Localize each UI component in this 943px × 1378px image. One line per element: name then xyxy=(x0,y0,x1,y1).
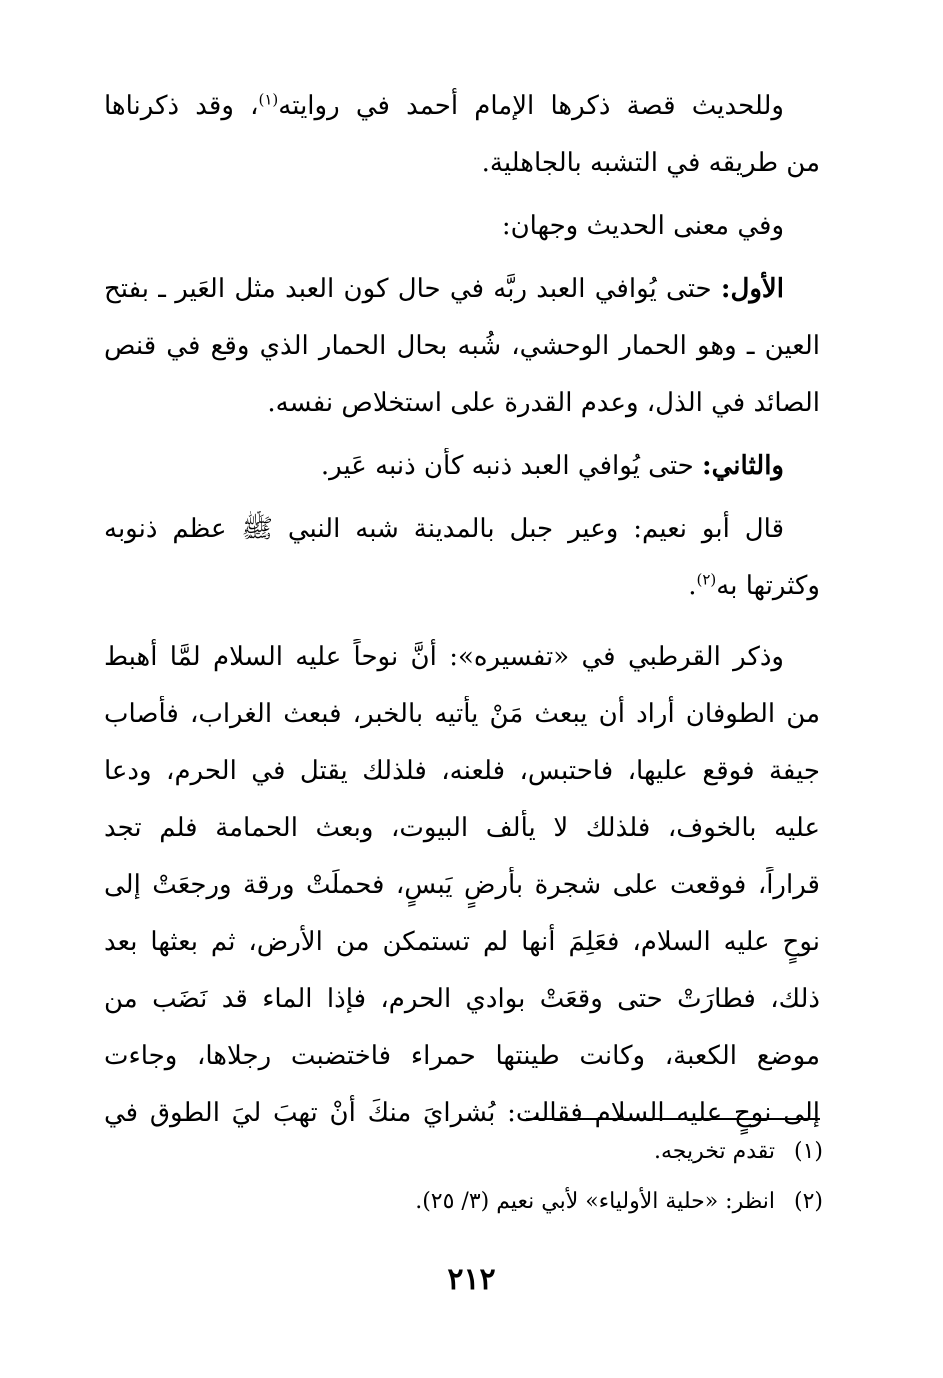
footnote-number: (١) xyxy=(793,1139,823,1164)
text-line: وذكر القرطبي في «تفسيره»: أنَّ نوحاً عليه السلام لمَّا أُهبط xyxy=(104,642,784,672)
text-line xyxy=(104,448,820,505)
text-line: العين ـ وهو الحمار الوحشي، شُبه بحال الحمار الذي وقع في قنص xyxy=(104,331,820,361)
text-segment: وللحديث قصة ذكرها الإمام أحمد في روايته xyxy=(278,91,784,121)
text-line: الصائد في الذل، وعدم القدرة على استخلاص نفسه. xyxy=(267,388,820,418)
text-segment: حتى يُوافي العبد ربَّه في حال كون العبد مثل العَير ـ بفتح xyxy=(104,274,712,304)
footnote-text: تقدم تخريجه. xyxy=(654,1139,775,1164)
footnote-item xyxy=(223,1188,823,1238)
text-line: موضع الكعبة، وكانت طينتها حمراء فاختضبت رجلاها، وجاءت xyxy=(104,1041,820,1071)
page-number: ٢١٢ xyxy=(447,1262,496,1297)
text-line: وفي معنى الحديث وجهان: xyxy=(501,211,784,241)
footnote-text: انظر: «حلية الأولياء» لأبي نعيم (٣/ ٢٥). xyxy=(415,1189,775,1214)
text-segment: . xyxy=(688,571,697,601)
footnote-number: (٢) xyxy=(793,1189,823,1214)
heading-label-second: والثاني: xyxy=(702,451,784,481)
footnote-divider xyxy=(526,1118,820,1120)
text-line xyxy=(104,271,820,328)
text-segment: حتى يُوافي العبد ذنبه كأن ذنبه عَير. xyxy=(320,451,694,481)
footnote-ref: (١) xyxy=(258,90,279,109)
text-line: نوحٍ عليه السلام، فعَلِمَ أنها لم تستمكن من الأرض، ثم بعثها بعد xyxy=(104,927,820,957)
text-line: جيفة فوقع عليها، فاحتبس، فلعنه، فلذلك يقتل في الحرم، ودعا xyxy=(104,756,820,786)
text-line xyxy=(104,88,820,145)
text-segment: ، وقد ذكرناها xyxy=(104,91,259,121)
heading-label-first: الأول: xyxy=(720,274,784,304)
text-line: عليه بالخوف، فلذلك لا يألف البيوت، وبعث الحمامة فلم تجد xyxy=(104,813,820,843)
text-line: قال أبو نعيم: وعير جبل بالمدينة شبه النبي ﷺ عظم ذنوبه xyxy=(104,514,784,544)
footnote-item xyxy=(223,1138,823,1188)
text-segment: وكثرتها به xyxy=(716,571,820,601)
text-line: إلى نوحٍ عليه السلام فقالت: بُشرايَ منكَ أنْ تهبَ ليَ الطوق في xyxy=(104,1098,820,1128)
text-line: من طريقه في التشبه بالجاهلية. xyxy=(481,148,820,178)
text-line: قراراً، فوقعت على شجرة بأرضٍ يَبسٍ، فحملَتْ ورقة ورجعَتْ إلى xyxy=(104,870,820,900)
text-line: ذلك، فطارَتْ حتى وقعَتْ بوادي الحرم، فإذا الماء قد نَضَب من xyxy=(104,984,820,1014)
text-line xyxy=(104,568,820,625)
page-body xyxy=(104,88,820,1152)
footnote-ref: (٢) xyxy=(696,570,717,589)
text-line: من الطوفان أراد أن يبعث مَنْ يأتيه بالخبر، فبعث الغراب، فأصاب xyxy=(104,699,820,729)
footnotes xyxy=(223,1138,823,1238)
